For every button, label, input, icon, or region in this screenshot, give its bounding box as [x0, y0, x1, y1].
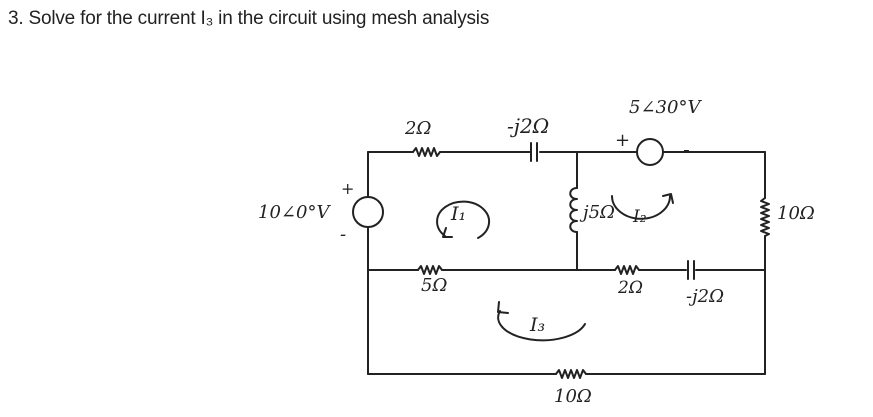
label-r-mid-right: 2Ω: [618, 278, 643, 298]
label-c-mid-right: -j2Ω: [686, 286, 725, 307]
label-src-left-plus: +: [341, 179, 355, 198]
voltage-source-left: [353, 197, 383, 227]
inductor-mid: [570, 188, 577, 232]
resistor-mid-2ohm: [615, 266, 639, 274]
label-src-left-minus: -: [340, 224, 347, 245]
label-c-top: -j2Ω: [507, 114, 550, 138]
wires: [368, 152, 765, 374]
label-mesh2: I₂: [633, 207, 647, 227]
resistor-top-2ohm: [413, 148, 440, 156]
label-mesh3: I₃: [530, 314, 546, 336]
label-l-mid: j5Ω: [583, 202, 615, 223]
label-src-top-plus: +: [615, 130, 631, 151]
label-src-top: 5∠30°V: [629, 97, 701, 118]
capacitor-mid-right: [688, 261, 694, 279]
label-src-top-minus: -: [683, 137, 690, 161]
resistor-bottom-10ohm: [556, 370, 586, 378]
label-r-top: 2Ω: [405, 118, 432, 139]
label-r-mid-left: 5Ω: [421, 275, 448, 296]
label-mesh1: I₁: [451, 203, 467, 225]
label-r-bottom: 10Ω: [554, 386, 592, 407]
voltage-source-top: [637, 139, 663, 165]
label-src-left: 10∠0°V: [258, 202, 330, 223]
label-r-right: 10Ω: [777, 203, 815, 224]
capacitor-top: [528, 143, 537, 161]
question-text: 3. Solve for the current I₃ in the circuit using mesh analysis: [8, 8, 490, 29]
resistor-mid-5ohm: [418, 266, 442, 274]
resistor-right-10ohm: [761, 198, 769, 236]
